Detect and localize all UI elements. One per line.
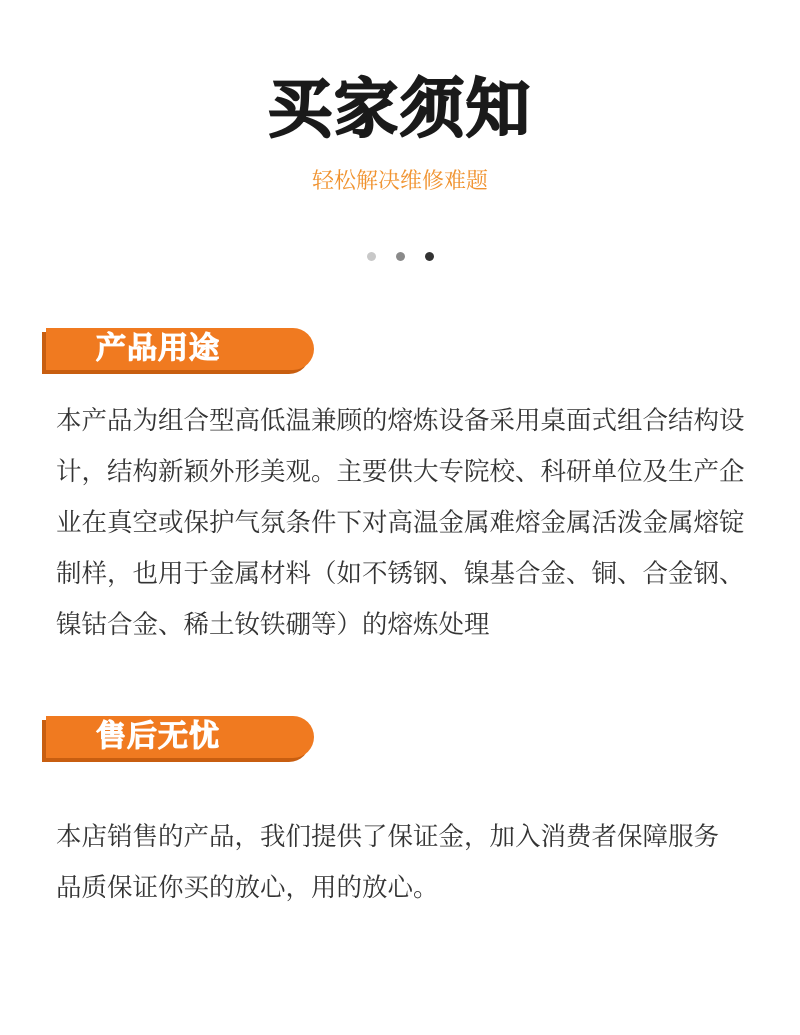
page-subtitle: 轻松解决维修难题 bbox=[311, 169, 488, 194]
section-tag-after-sales bbox=[46, 716, 314, 758]
after-sales-paragraph bbox=[56, 812, 796, 914]
carousel-dot-active[interactable] bbox=[425, 252, 434, 261]
usage-paragraph: 本产品为组合型高低温兼顾的熔炼设备采用桌面式组合结构设计，结构新颖外形美观。主要供大专院校、科研单位及生产企业在真空或保护气氛条件下对高温金属难熔金属活泼金属熔锭制样，也用于金属材料（如不锈钢、镍基合金、铜、合金钢、镍钴合金、稀土钕铁硼等）的熔炼处理 bbox=[56, 406, 745, 640]
section-tag-label: 产品用途 bbox=[96, 331, 220, 366]
after-sales-line: 品质保证你买的放心，用的放心。 bbox=[56, 873, 439, 903]
section-tag-usage bbox=[46, 328, 314, 370]
page-title: 买家须知 bbox=[268, 73, 532, 147]
section-tag-label: 售后无忧 bbox=[96, 719, 220, 754]
carousel-dot[interactable] bbox=[367, 252, 376, 261]
carousel-dot[interactable] bbox=[396, 252, 405, 261]
after-sales-line: 本店销售的产品，我们提供了保证金，加入消费者保障服务 bbox=[56, 822, 720, 852]
carousel-dots bbox=[0, 252, 800, 261]
